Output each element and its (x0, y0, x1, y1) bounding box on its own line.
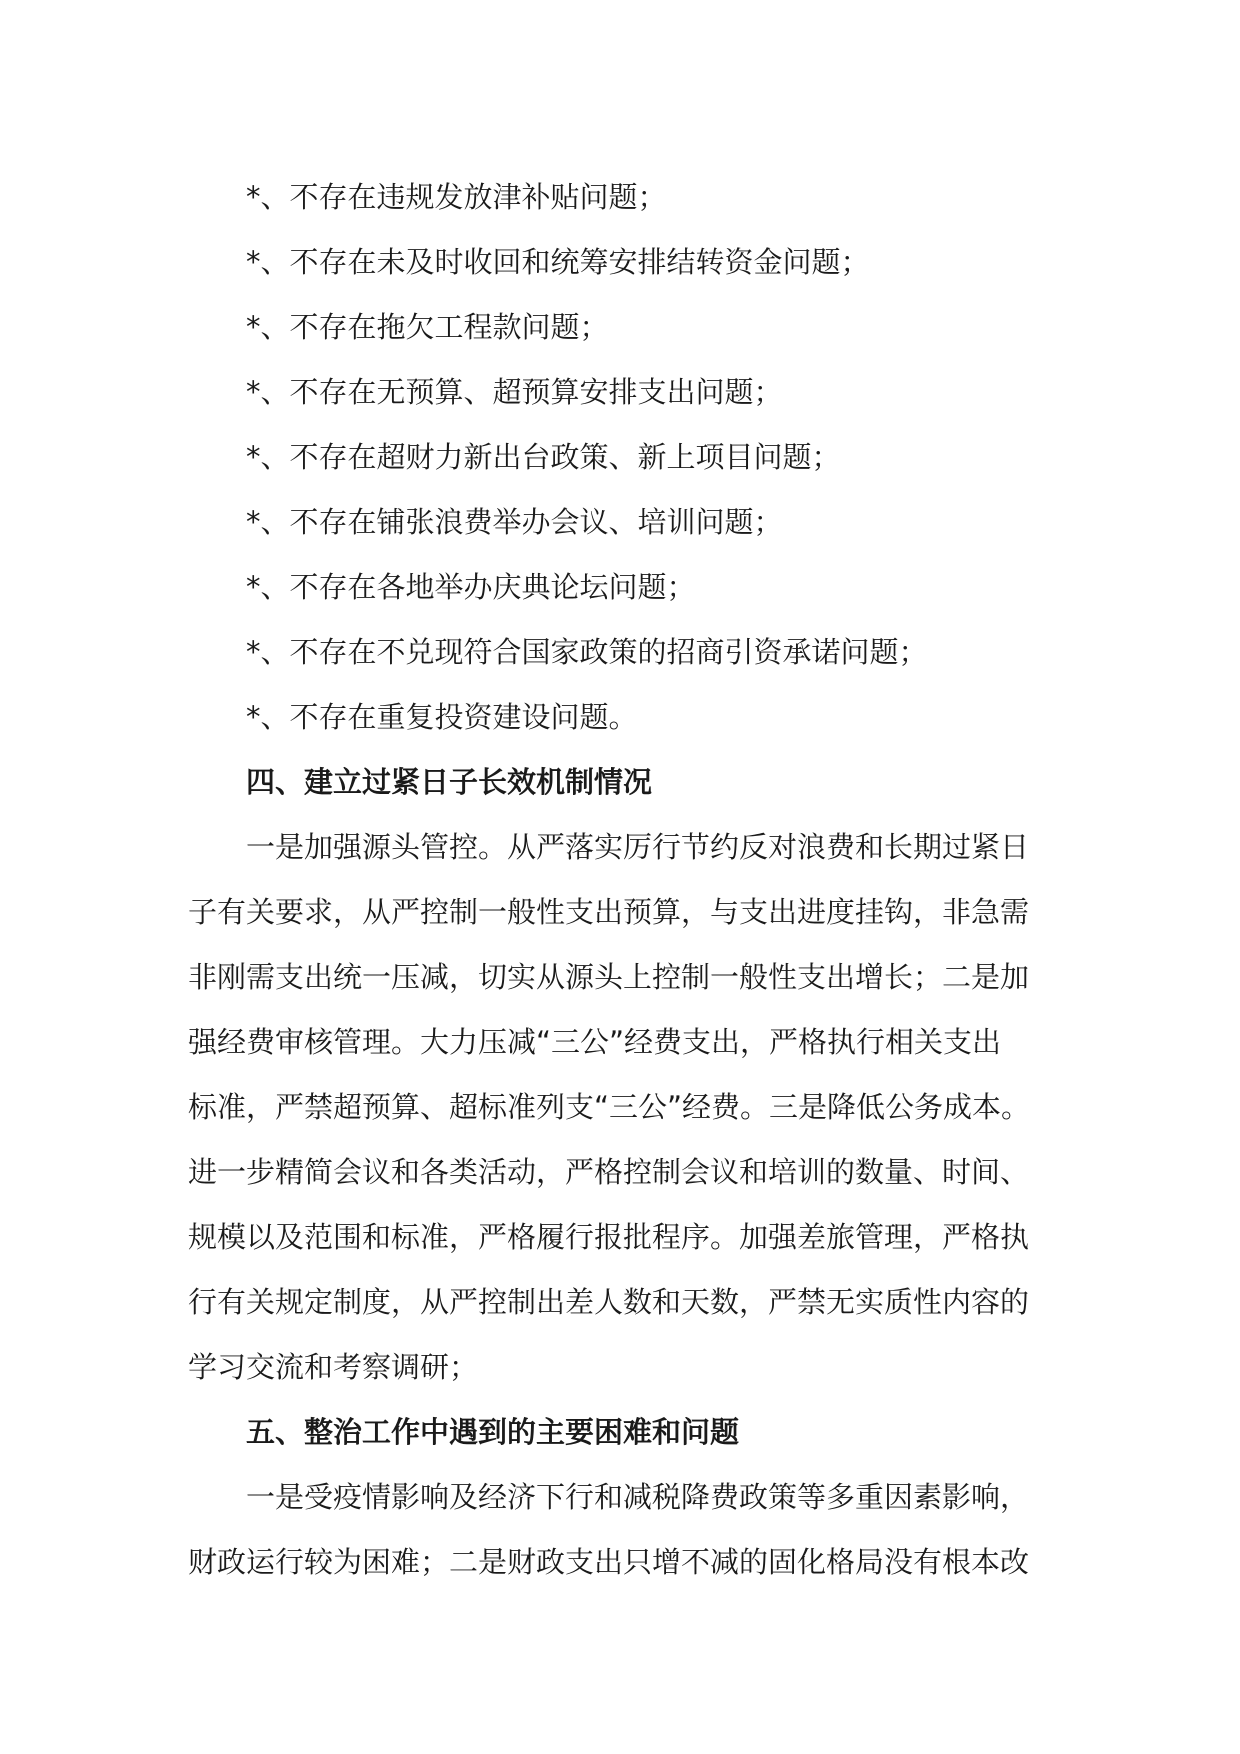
paragraph-line: 强经费审核管理。大力压减“三公”经费支出，严格执行相关支出 (188, 1025, 1002, 1059)
bullet-item: *、不存在未及时收回和统筹安排结转资金问题； (246, 245, 870, 279)
bullet-item: *、不存在不兑现符合国家政策的招商引资承诺问题； (246, 635, 928, 669)
bullet-item: *、不存在无预算、超预算安排支出问题； (246, 375, 783, 409)
paragraph-line: 一是加强源头管控。从严落实厉行节约反对浪费和长期过紧日 (246, 830, 1030, 864)
paragraph-line: 进一步精简会议和各类活动，严格控制会议和培训的数量、时间、 (188, 1155, 1030, 1189)
paragraph-line: 一是受疫情影响及经济下行和减税降费政策等多重因素影响， (246, 1480, 1030, 1514)
bullet-item: *、不存在违规发放津补贴问题； (246, 180, 667, 214)
paragraph-line: 财政运行较为困难；二是财政支出只增不减的固化格局没有根本改 (188, 1545, 1030, 1579)
paragraph-line: 标准，严禁超预算、超标准列支“三公”经费。三是降低公务成本。 (188, 1090, 1031, 1124)
section-heading: 五、整治工作中遇到的主要困难和问题 (246, 1415, 740, 1449)
paragraph-line: 学习交流和考察调研； (188, 1350, 479, 1384)
bullet-item: *、不存在拖欠工程款问题； (246, 310, 609, 344)
paragraph-line: 规模以及范围和标准，严格履行报批程序。加强差旅管理，严格执 (188, 1220, 1030, 1254)
section-heading: 四、建立过紧日子长效机制情况 (246, 765, 653, 799)
bullet-item: *、不存在重复投资建设问题。 (246, 700, 638, 734)
bullet-item: *、不存在超财力新出台政策、新上项目问题； (246, 440, 841, 474)
bullet-item: *、不存在各地举办庆典论坛问题； (246, 570, 696, 604)
paragraph-line: 子有关要求，从严控制一般性支出预算，与支出进度挂钩，非急需 (188, 895, 1030, 929)
paragraph-line: 行有关规定制度，从严控制出差人数和天数，严禁无实质性内容的 (188, 1285, 1030, 1319)
paragraph-line: 非刚需支出统一压减，切实从源头上控制一般性支出增长；二是加 (188, 960, 1030, 994)
bullet-item: *、不存在铺张浪费举办会议、培训问题； (246, 505, 783, 539)
